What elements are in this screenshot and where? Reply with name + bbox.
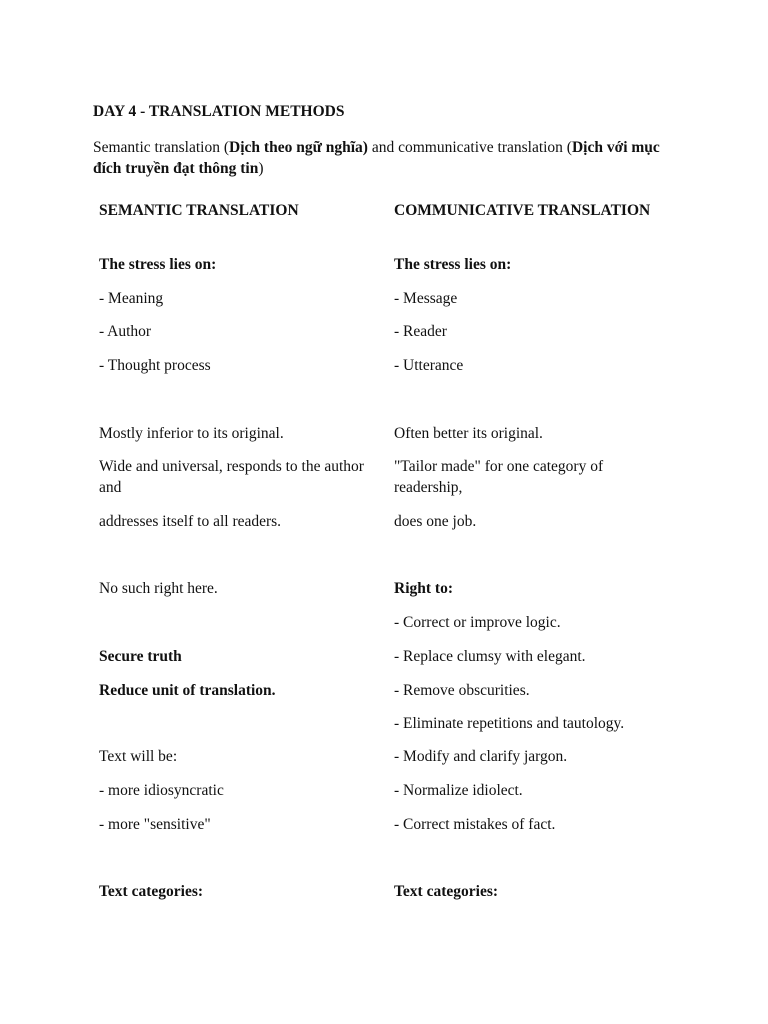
left-stress-item: - Thought process: [99, 357, 211, 374]
left-reduce-unit: Reduce unit of translation.: [99, 682, 276, 699]
right-rights-label: Right to:: [394, 580, 453, 597]
left-text-trait: - more "sensitive": [99, 816, 211, 833]
page-title: DAY 4 - TRANSLATION METHODS: [93, 103, 345, 120]
left-stress-item: - Meaning: [99, 290, 164, 307]
right-stress-label: The stress lies on:: [394, 256, 512, 273]
right-text-categories: Text categories:: [394, 883, 499, 900]
intro-bold-1: Dịch theo ngữ nghĩa): [229, 139, 368, 156]
intro-text-3: ): [258, 160, 264, 177]
left-text-trait: - more idiosyncratic: [99, 782, 224, 799]
right-stress-item: - Reader: [394, 323, 447, 340]
intro-text-2: and communicative translation (: [367, 139, 572, 156]
right-right-item: - Correct or improve logic.: [394, 614, 561, 631]
left-column-header: SEMANTIC TRANSLATION: [99, 202, 299, 219]
intro-bold-2: Dịch với mục đích truyền đạt thông tin: [93, 139, 660, 177]
left-stress-label: The stress lies on:: [99, 256, 217, 273]
left-text-will-be: Text will be:: [99, 748, 178, 765]
left-text-categories: Text categories:: [99, 883, 204, 900]
right-column-header: COMMUNICATIVE TRANSLATION: [394, 202, 651, 219]
right-right-item: - Remove obscurities.: [394, 682, 530, 699]
intro-paragraph: [93, 137, 683, 179]
right-stress-item: - Message: [394, 290, 458, 307]
left-secure-truth: Secure truth: [99, 648, 182, 665]
left-rights-text: No such right here.: [99, 580, 218, 597]
right-stress-item: - Utterance: [394, 357, 464, 374]
right-right-item: - Modify and clarify jargon.: [394, 748, 568, 765]
right-right-item: - Normalize idiolect.: [394, 782, 523, 799]
right-quality-text: Often better its original.: [394, 425, 543, 442]
right-right-item: - Eliminate repetitions and tautology.: [394, 715, 625, 732]
right-job-text: does one job.: [394, 513, 477, 530]
left-scope-text: Wide and universal, responds to the author and: [99, 458, 364, 496]
intro-text-1: Semantic translation (: [93, 139, 230, 156]
right-scope-text: "Tailor made" for one category of readership,: [394, 458, 604, 496]
left-readers-text: addresses itself to all readers.: [99, 513, 282, 530]
right-right-item: - Correct mistakes of fact.: [394, 816, 556, 833]
left-stress-item: - Author: [99, 323, 152, 340]
right-right-item: - Replace clumsy with elegant.: [394, 648, 586, 665]
left-quality-text: Mostly inferior to its original.: [99, 425, 284, 442]
